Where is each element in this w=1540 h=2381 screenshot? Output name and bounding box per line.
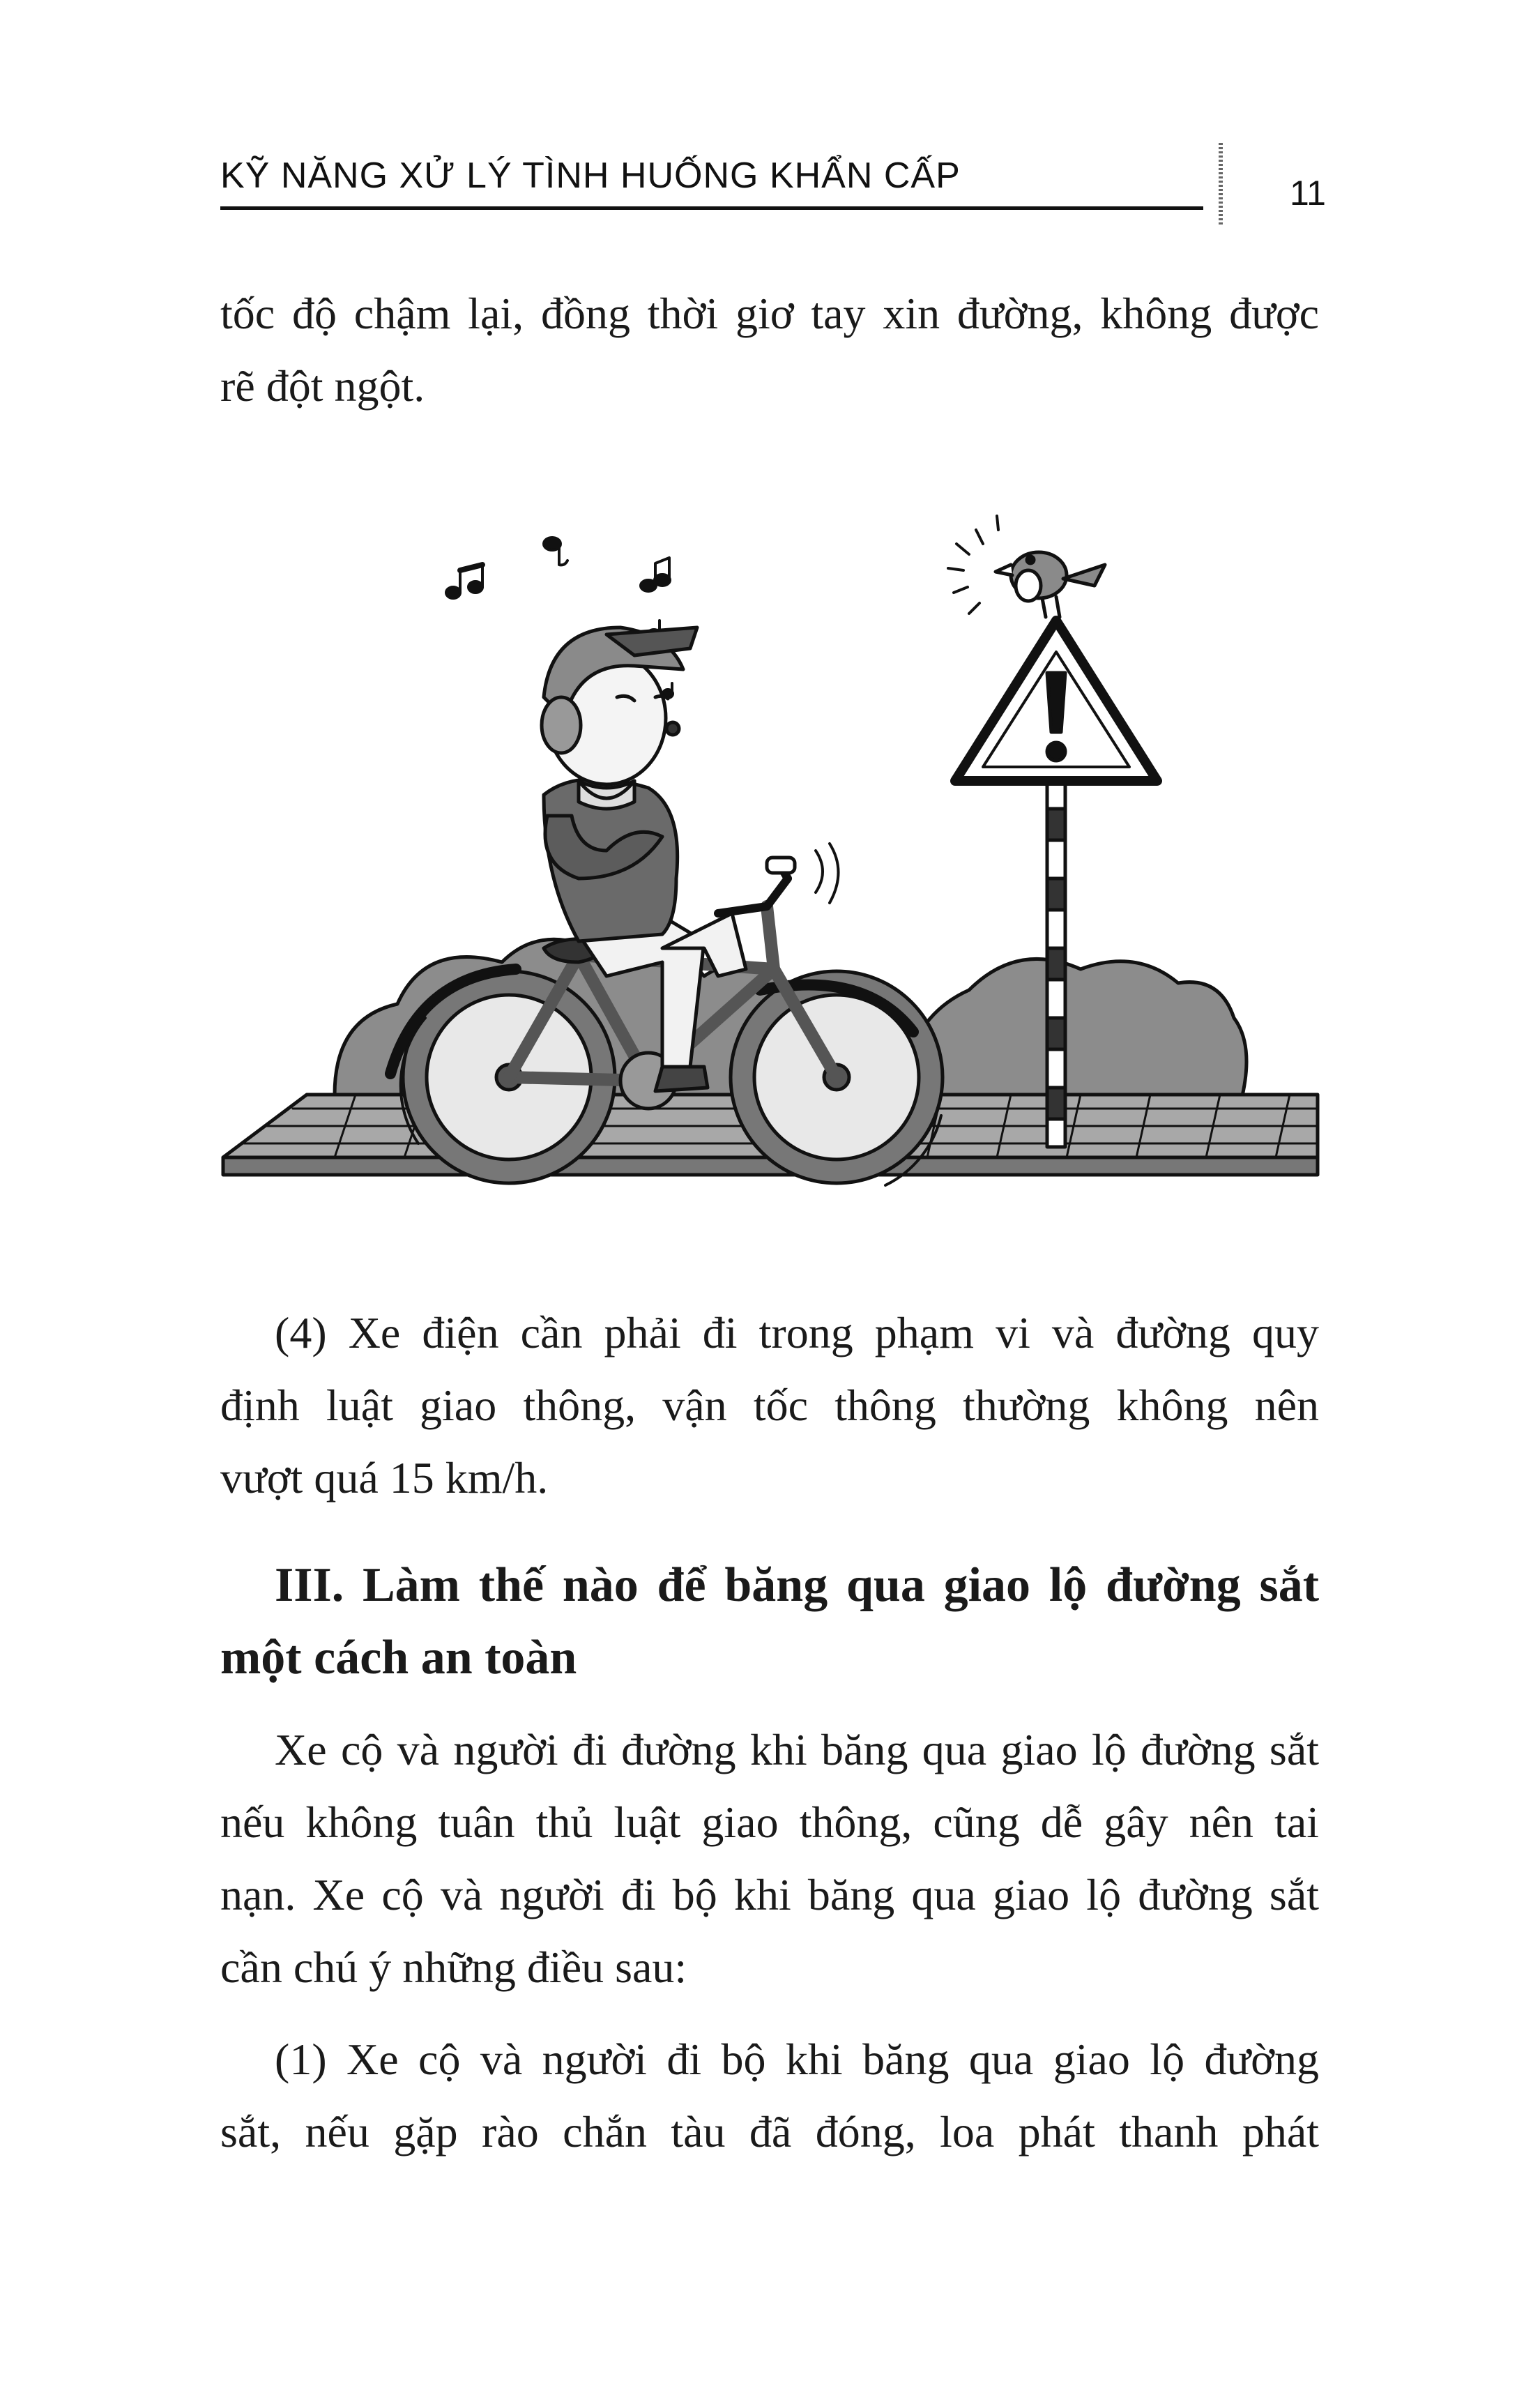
text-line: (1) Xe cộ và người đi bộ khi băng qua giao lộ đường	[275, 2034, 1319, 2084]
sign-pole	[1047, 774, 1065, 1147]
paragraph-1	[220, 2023, 1319, 2168]
text-line: Xe cộ và người đi đường khi băng qua giao lộ đường sắt	[275, 1725, 1319, 1774]
text-line: vượt quá 15 km/h.	[220, 1453, 549, 1503]
paragraph-4	[220, 1297, 1319, 1514]
heading-line: một cách an toàn	[220, 1631, 577, 1684]
section-paragraph	[220, 1714, 1319, 2004]
warning-sign-icon	[955, 621, 1157, 781]
header-title: KỸ NĂNG XỬ LÝ TÌNH HUỐNG KHẨN CẤP	[220, 155, 961, 196]
text-line: định luật giao thông, vận tốc thông thường không nên	[220, 1380, 1319, 1430]
header-separator	[1219, 143, 1223, 227]
bird-icon	[948, 516, 1105, 617]
text-line: nếu không tuân thủ luật giao thông, cũng dễ gây nên tai	[220, 1797, 1319, 1847]
text-line: tốc độ chậm lại, đồng thời giơ tay xin đường, không được	[220, 289, 1319, 338]
header-rule	[220, 206, 1203, 210]
text-line: cần chú ý những điều sau:	[220, 1942, 687, 1992]
text-line: (4) Xe điện cần phải đi trong phạm vi và đường quy	[275, 1308, 1319, 1357]
bush-shape	[899, 959, 1247, 1102]
text-line: sắt, nếu gặp rào chắn tàu đã đóng, loa phát thanh phát	[220, 2107, 1319, 2156]
heading-line: III. Làm thế nào để băng qua giao lộ đường sắt	[275, 1558, 1319, 1612]
text-line: rẽ đột ngột.	[220, 361, 425, 411]
bicycle-illustration	[216, 488, 1325, 1241]
section-heading	[220, 1549, 1319, 1694]
intro-paragraph	[220, 277, 1319, 423]
text-line: nạn. Xe cộ và người đi bộ khi băng qua giao lộ đường sắt	[220, 1870, 1319, 1919]
page-number: 11	[1290, 174, 1326, 213]
